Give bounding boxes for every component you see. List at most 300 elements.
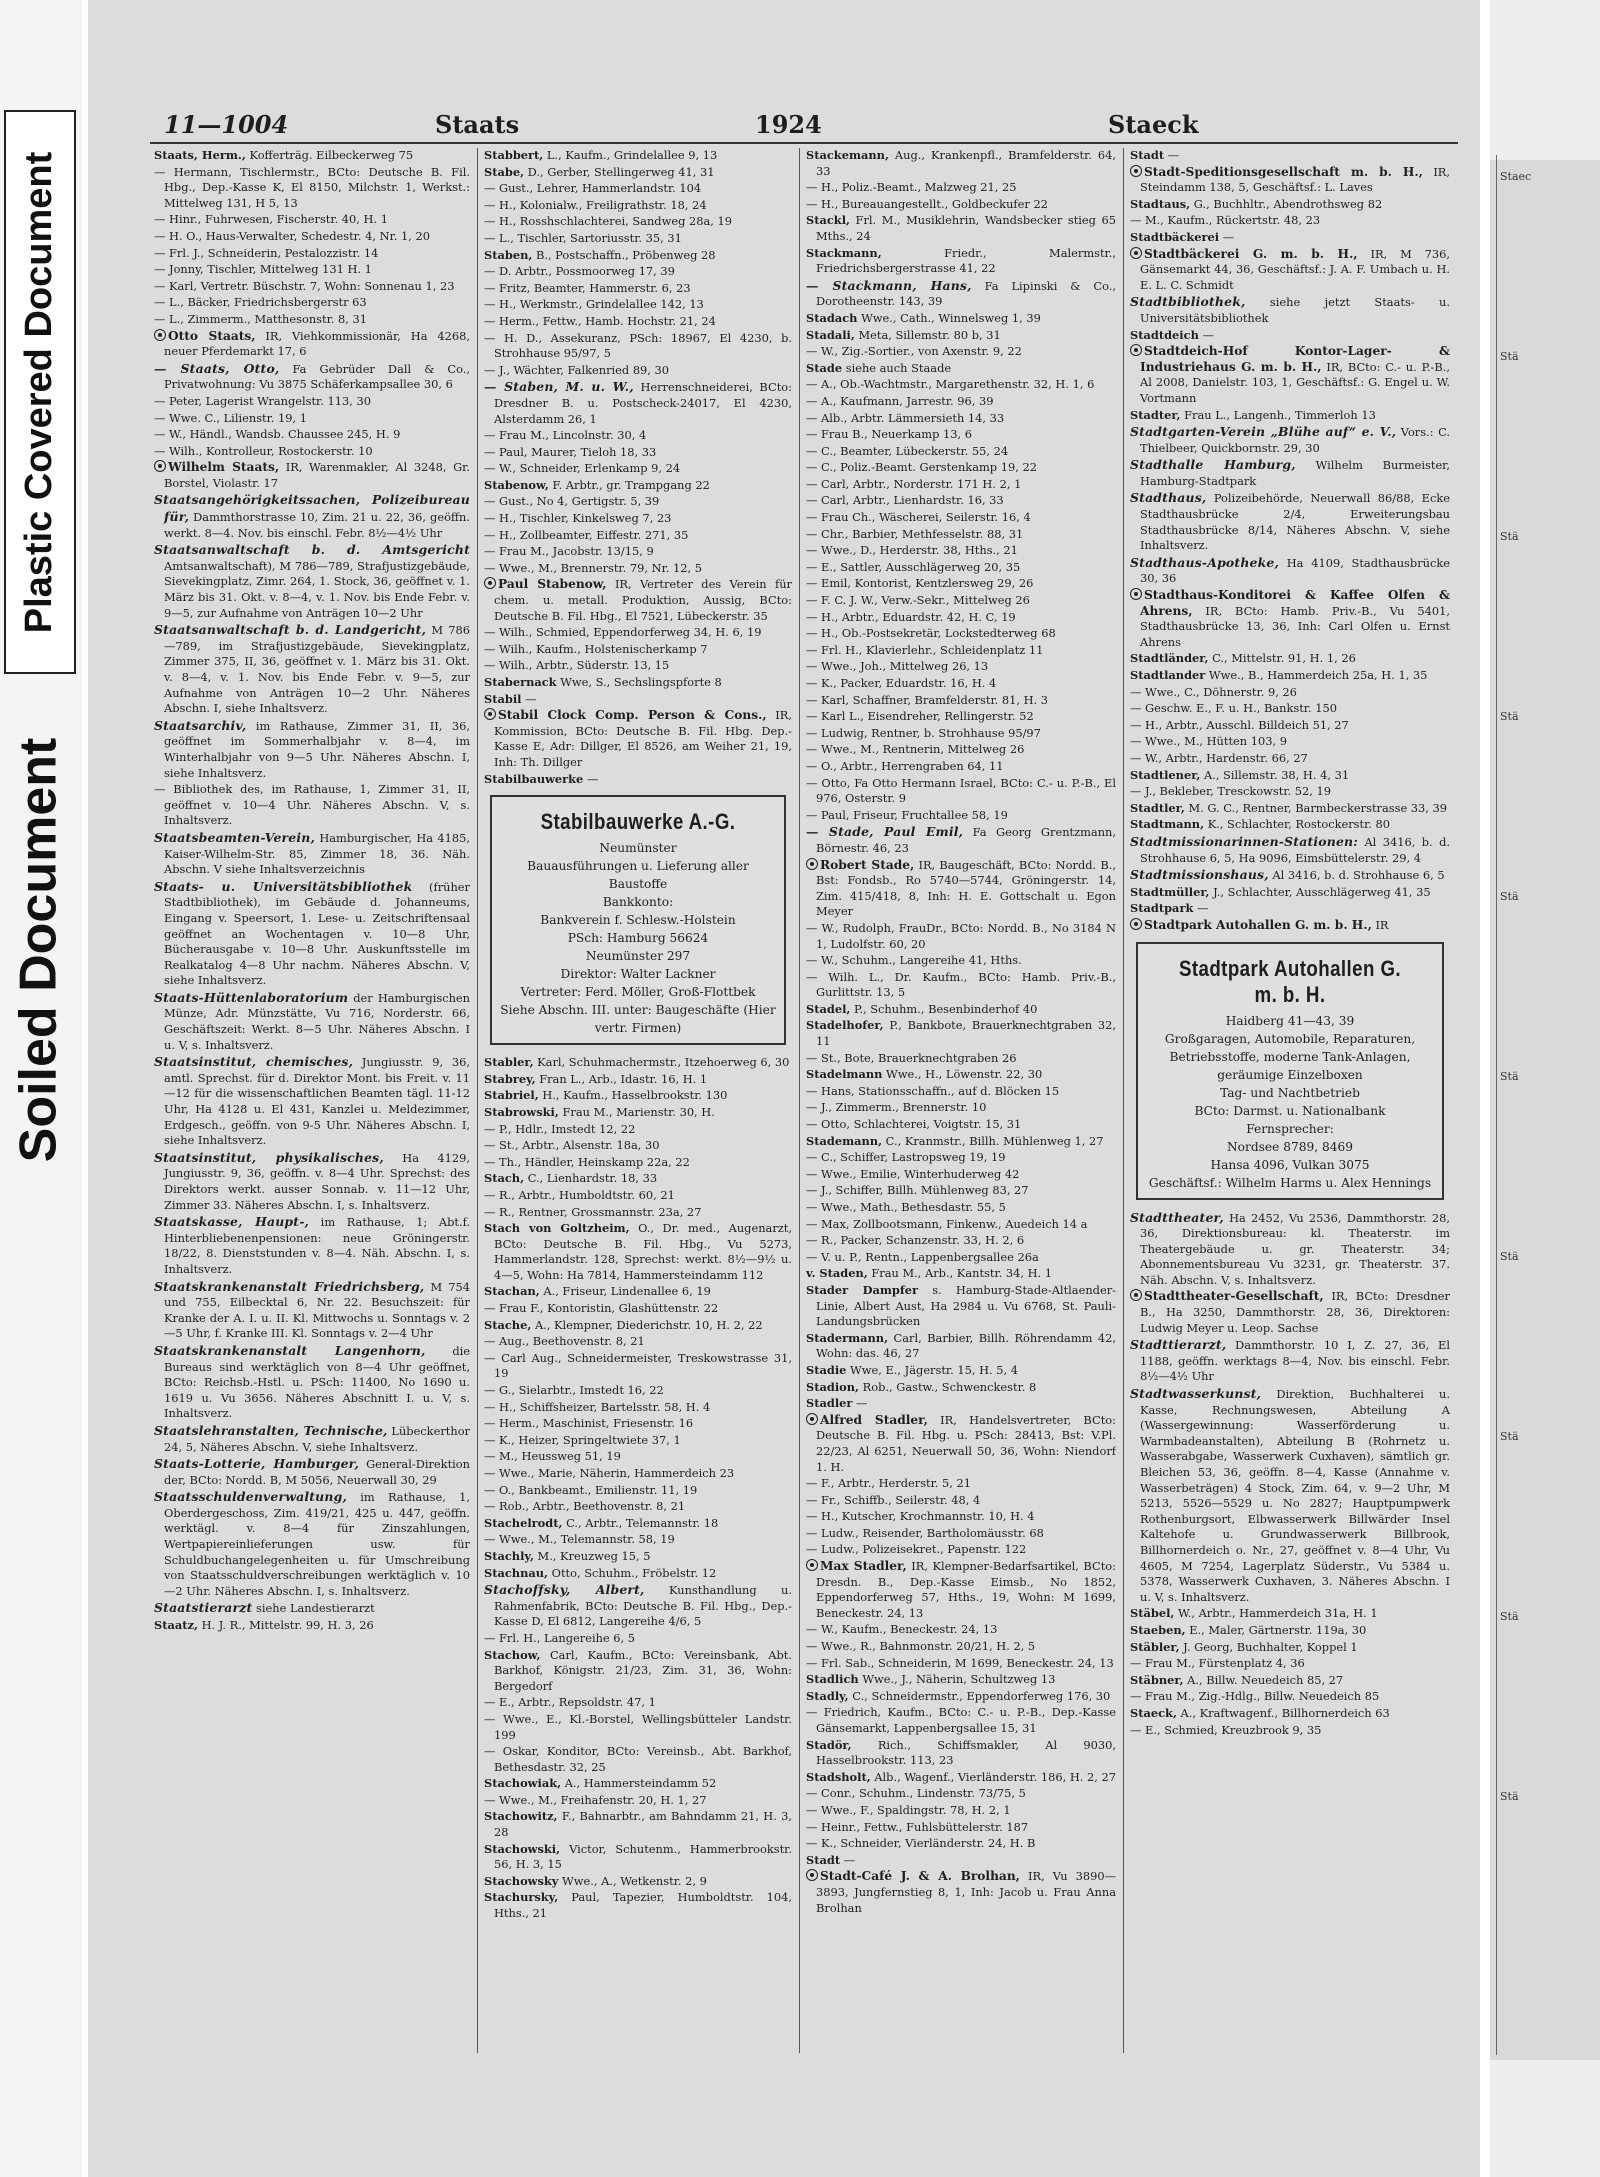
entry-text: — J., Bekleber, Tresckowstr. 52, 19 xyxy=(1130,784,1332,799)
directory-entry xyxy=(806,1622,1116,1638)
directory-entry xyxy=(1130,328,1450,344)
entry-text: C., Schneidermstr., Eppendorferweg 176, 30 xyxy=(852,1688,1111,1703)
directory-entry xyxy=(806,1738,1116,1769)
entry-text: — L., Bäcker, Friedrichsbergerstr 63 xyxy=(154,295,367,310)
directory-entry xyxy=(154,1423,470,1455)
directory-entry xyxy=(154,990,470,1053)
entry-name: Stadtmissionarinnen-Stationen: xyxy=(1130,833,1359,849)
directory-entry xyxy=(484,314,792,330)
directory-entry xyxy=(484,625,792,641)
entry-text: C., Lienhardstr. 18, 33 xyxy=(527,1171,658,1186)
entry-text: — Wwe., R., Bahnmonstr. 20/21, H. 2, 5 xyxy=(806,1639,1036,1654)
entry-name: Stadter, xyxy=(1130,407,1181,422)
column-4 xyxy=(1130,148,1450,2053)
directory-entry xyxy=(1130,1606,1450,1622)
directory-entry xyxy=(806,427,1116,443)
entry-text: IR, Warenmakler, Al 3248, Gr. Borstel, Violastr. 17 xyxy=(164,460,470,490)
entry-name: Stadthaus-Konditorei & Kaffee Olfen & Ahrens, xyxy=(1140,588,1450,618)
entry-name: Stach von Goltzheim, xyxy=(484,1221,630,1236)
directory-entry xyxy=(484,331,792,362)
entry-text: — W., Schneider, Erlenkamp 9, 24 xyxy=(484,461,681,476)
entry-text: — J., Zimmerm., Brennerstr. 10 xyxy=(806,1100,987,1115)
entry-text: IR, BCto: Dresdner B., Ha 3250, Dammthorstr. 28, 36, Direktoren: Ludwig Meyer u. Leop. Sachse xyxy=(1140,1289,1450,1335)
directory-entry xyxy=(806,1705,1116,1736)
directory-entry xyxy=(806,411,1116,427)
directory-entry xyxy=(154,879,470,989)
advertisement-line: Hansa 4096, Vulkan 3075 xyxy=(1210,1157,1370,1172)
directory-entry xyxy=(806,1672,1116,1688)
directory-entry xyxy=(806,593,1116,609)
entry-name: Robert Stade, xyxy=(820,857,915,872)
entry-name: Stade xyxy=(806,360,843,375)
entry-text: — H., Kutscher, Krochmannstr. 10, H. 4 xyxy=(806,1509,1035,1524)
next-page-fragment: Stä xyxy=(1500,350,1519,363)
entry-text: — E., Arbtr., Repsoldstr. 47, 1 xyxy=(484,1695,656,1710)
entry-text: — Wilh., Arbtr., Süderstr. 13, 15 xyxy=(484,658,670,673)
entry-text: — E., Sattler, Ausschlägerweg 20, 35 xyxy=(806,559,1021,574)
entry-text: — J., Schiffer, Billh. Mühlenweg 83, 27 xyxy=(806,1183,1029,1198)
next-page-edge xyxy=(1490,0,1600,2177)
directory-entry xyxy=(154,329,470,360)
entry-text: — F. C. J. W., Verw.-Sekr., Mittelweg 26 xyxy=(806,593,1030,608)
advertisement-line: Fernsprecher: xyxy=(1246,1121,1334,1136)
entry-text: M. G. C., Rentner, Barmbeckerstrasse 33, 39 xyxy=(1188,800,1448,815)
directory-entry xyxy=(1130,457,1450,489)
directory-entry xyxy=(484,1466,792,1482)
directory-entry xyxy=(484,1301,792,1317)
entry-text: — W., Kaufm., Beneckestr. 24, 13 xyxy=(806,1622,998,1637)
directory-entry xyxy=(154,1279,470,1342)
directory-entry xyxy=(806,610,1116,626)
entry-text: — Fr., Schiffb., Seilerstr. 48, 4 xyxy=(806,1492,981,1507)
entry-text: — Wwe., D., Herderstr. 38, Hths., 21 xyxy=(806,543,1018,558)
directory-entry xyxy=(484,214,792,230)
entry-text: E., Maler, Gärtnerstr. 119a, 30 xyxy=(1189,1622,1367,1637)
directory-entry xyxy=(484,1055,792,1071)
entry-text: — Wwe., M., Freihafenstr. 20, H. 1, 27 xyxy=(484,1792,707,1807)
entry-text: A., Friseur, Lindenallee 6, 19 xyxy=(543,1284,711,1299)
entry-name: Stadtwasserkunst, xyxy=(1130,1386,1262,1402)
entry-text: — Wwe., M., Brennerstr. 79, Nr. 12, 5 xyxy=(484,560,702,575)
directory-entry xyxy=(806,1803,1116,1819)
directory-entry xyxy=(806,626,1116,642)
entry-name: Stabilbauwerke xyxy=(484,771,584,786)
directory-entry xyxy=(1130,424,1450,456)
directory-entry xyxy=(806,527,1116,543)
directory-entry xyxy=(484,1874,792,1890)
directory-entry xyxy=(484,428,792,444)
directory-entry xyxy=(1130,1289,1450,1336)
entry-text: Al 3416, b. d. Strohhause 6, 5, Ha 9096, Eimsbüttelerstr. 29, 4 xyxy=(1140,834,1450,865)
directory-entry xyxy=(154,411,470,427)
entry-text: — Paul, Friseur, Fruchtallee 58, 19 xyxy=(806,807,1008,822)
directory-entry xyxy=(806,709,1116,725)
directory-entry xyxy=(806,824,1116,856)
entry-text: IR, BCto: C.- u. P.-B., Al 2008, Danielstr. 103, 1, Geschäftsf.: G. Engel u. W. Vortmann xyxy=(1140,359,1450,405)
directory-entry xyxy=(806,493,1116,509)
entry-text: — Frl. H., Langereihe 6, 5 xyxy=(484,1630,636,1645)
entry-text: — Rob., Arbtr., Beethovenstr. 8, 21 xyxy=(484,1499,686,1514)
entry-name: Stadelmann xyxy=(806,1067,883,1082)
directory-entry xyxy=(154,460,470,491)
entry-text: H., Kaufm., Hasselbrookstr. 130 xyxy=(542,1088,728,1103)
directory-entry xyxy=(806,311,1116,327)
directory-entry xyxy=(806,560,1116,576)
entry-text: Alb., Wagenf., Vierländerstr. 186, H. 2, 27 xyxy=(874,1769,1116,1784)
entry-text: Fa Lipinski & Co., Dorotheenstr. 143, 39 xyxy=(816,278,1116,309)
directory-columns xyxy=(150,148,1458,2053)
directory-entry xyxy=(806,1100,1116,1116)
directory-entry xyxy=(1130,1337,1450,1385)
entry-text: — H., Poliz.-Beamt., Malzweg 21, 25 xyxy=(806,180,1017,195)
entry-text: — Carl, Arbtr., Lienhardstr. 16, 33 xyxy=(806,493,1004,508)
entry-text: — A., Ob.-Wachtmstr., Margarethenstr. 32, H. 1, 6 xyxy=(806,377,1095,392)
directory-entry xyxy=(806,1380,1116,1396)
directory-entry xyxy=(154,718,470,781)
entry-text: — xyxy=(1196,901,1209,916)
directory-entry xyxy=(806,460,1116,476)
directory-entry xyxy=(1130,784,1450,800)
entry-name: Stachnau, xyxy=(484,1565,548,1580)
directory-entry xyxy=(806,808,1116,824)
entry-name: Stadt xyxy=(806,1852,841,1867)
entry-name: Stache, xyxy=(484,1317,532,1332)
entry-text: — K., Heizer, Springeltwiete 37, 1 xyxy=(484,1432,681,1447)
directory-entry xyxy=(484,1205,792,1221)
plastic-covered-text: Plastic Covered Document xyxy=(18,151,61,633)
directory-entry xyxy=(806,1250,1116,1266)
entry-text: — Wwe., Marie, Näherin, Hammerdeich 23 xyxy=(484,1466,735,1480)
entry-text: Fran L., Arb., Idastr. 16, H. 1 xyxy=(539,1071,708,1086)
entry-name: Staats, Herm., xyxy=(154,148,246,162)
entry-text: — Otto, Fa Otto Hermann Israel, BCto: C.- u. P.-B., El 976, Osterstr. 9 xyxy=(806,775,1116,806)
advertisement-line: Bauausführungen u. Lieferung aller Baustoffe xyxy=(527,859,749,892)
entry-text: — Wilh., Schmied, Eppendorferweg 34, H. 6, 19 xyxy=(484,625,762,640)
entry-name: Staeck, xyxy=(1130,1705,1177,1720)
directory-entry xyxy=(1130,718,1450,734)
firm-register-icon xyxy=(154,460,166,472)
entry-text: — Carl Aug., Schneidermeister, Treskowstrasse 31, 19 xyxy=(484,1350,792,1381)
entry-name: Staatz, xyxy=(154,1618,198,1633)
entry-name: Stadör, xyxy=(806,1737,852,1752)
directory-entry xyxy=(484,165,792,181)
directory-entry xyxy=(806,1117,1116,1133)
next-page-fragment: Stä xyxy=(1500,1790,1519,1803)
entry-name: Stabenow, xyxy=(484,477,549,492)
entry-text: P., Bankbote, Brauerknechtgraben 32, 11 xyxy=(816,1018,1116,1049)
directory-entry xyxy=(806,1820,1116,1836)
directory-entry xyxy=(1130,885,1450,901)
firm-register-icon xyxy=(806,1559,818,1571)
entry-name: Stadtlander xyxy=(1130,668,1206,682)
directory-entry xyxy=(484,1532,792,1548)
condition-label-strip xyxy=(0,0,82,2177)
entry-text: F., Bahnarbtr., am Bahndamm 21, H. 3, 28 xyxy=(494,1809,792,1840)
entry-text: Otto, Schuhm., Fröbelstr. 12 xyxy=(551,1565,717,1580)
next-page-paper xyxy=(1490,160,1600,2060)
entry-text: — H., Kolonialw., Freiligrathstr. 18, 24 xyxy=(484,197,707,212)
advertisement-line: Vertreter: Ferd. Möller, Groß-Flottbek xyxy=(520,985,756,1000)
header-keyword-right: Staeck xyxy=(1108,110,1199,139)
entry-name: Stadsholt, xyxy=(806,1769,871,1784)
entry-name: Stadtlener, xyxy=(1130,767,1201,782)
directory-entry xyxy=(154,427,470,443)
directory-entry xyxy=(806,1526,1116,1542)
advertisement-line: Direktor: Walter Lackner xyxy=(560,967,716,982)
entry-text: — Aug., Beethovenstr. 8, 21 xyxy=(484,1334,645,1349)
entry-text: — Wwe., Joh., Mittelweg 26, 13 xyxy=(806,659,989,674)
directory-entry xyxy=(1130,1723,1450,1739)
entry-name: Staatsbeamten-Verein, xyxy=(154,829,315,845)
directory-entry xyxy=(484,1809,792,1840)
directory-entry xyxy=(1130,918,1450,934)
directory-entry xyxy=(154,830,470,878)
entry-name: Paul Stabenow, xyxy=(498,577,607,592)
entry-text: — C., Schiffer, Lastropsweg 19, 19 xyxy=(806,1150,1006,1165)
directory-entry xyxy=(806,278,1116,310)
entry-text: im Rathause, 1, Oberdergeschoss, Zim. 419/21, 425 u. 447, geöffn. werktägl. v. 8—4 für Zinszahlungen, Wertpapiereinlieferungen usw. für Schuldbuchangelegenheiten u. für Umschreibung von Staatsschuldverschreibungen werktäglich v. 10—2 Uhr. Näheres Abschn. I, s. Inhaltsverz. xyxy=(164,1490,470,1598)
directory-entry xyxy=(806,576,1116,592)
directory-entry xyxy=(806,1266,1116,1282)
advertisement-line: Bankverein f. Schlesw.-Holstein xyxy=(540,913,736,928)
entry-text: — xyxy=(525,691,537,706)
entry-name: Stader Dampfer xyxy=(806,1282,919,1297)
entry-name: Stadtmann, xyxy=(1130,817,1205,832)
entry-name: Wilhelm Staats, xyxy=(168,460,280,475)
entry-text: Jungiusstr. 9, 36, amtl. Sprechst. für d. Direktor Mont. bis Freit. v. 11—12 für die wissenschaftlichen Beamten tägl. 11-12 Uhr, Ha 4128 u. El 431, Kanzlei u. Meldezimmer, Erdgesch., geöffn. von 9-5 Uhr. Näheres Abschn. I, siehe Inhaltsverz. xyxy=(164,1055,470,1148)
entry-name: Stadie xyxy=(806,1362,847,1377)
directory-entry xyxy=(806,1413,1116,1475)
column-3 xyxy=(806,148,1116,2053)
entry-text: — Herm., Maschinist, Friesenstr. 16 xyxy=(484,1416,694,1431)
entry-text: — Heinr., Fettw., Fuhlsbüttelerstr. 187 xyxy=(806,1819,1029,1834)
directory-entry xyxy=(484,1433,792,1449)
entry-text: Aug., Krankenpfl., Bramfelderstr. 64, 33 xyxy=(816,148,1116,178)
entry-text: — Frau F., Kontoristin, Glashüttenstr. 22 xyxy=(484,1301,719,1316)
directory-entry xyxy=(154,1054,470,1149)
entry-text: Wwe., Cath., Winnelsweg 1, 39 xyxy=(861,310,1041,325)
entry-text: — H., Rosshschlachterei, Sandweg 28a, 19 xyxy=(484,214,733,229)
directory-entry xyxy=(1130,768,1450,784)
directory-entry xyxy=(1130,685,1450,701)
directory-entry xyxy=(1130,247,1450,294)
next-page-fragment: Stä xyxy=(1500,1070,1519,1083)
directory-entry xyxy=(806,1853,1116,1869)
entry-text: — Frau B., Neuerkamp 13, 6 xyxy=(806,427,972,442)
directory-entry xyxy=(484,708,792,770)
entry-text: H. J. R., Mittelstr. 99, H. 3, 26 xyxy=(201,1618,374,1633)
entry-text: Carl, Kaufm., BCto: Vereinsbank, Abt. Barkhof, Königstr. 21/23, Zim. 31, 36, Wohn: Bergedorf xyxy=(494,1647,792,1693)
next-page-fragment: Stä xyxy=(1500,1430,1519,1443)
directory-entry xyxy=(806,676,1116,692)
directory-entry xyxy=(1130,588,1450,650)
firm-register-icon xyxy=(1130,247,1142,259)
directory-entry xyxy=(484,445,792,461)
directory-entry xyxy=(484,692,792,708)
directory-entry xyxy=(484,363,792,379)
directory-entry xyxy=(806,921,1116,952)
entry-text: C., Arbtr., Telemannstr. 18 xyxy=(566,1515,719,1530)
advertisement-title: Stadtpark Autohallen G. m. b. H. xyxy=(1178,955,1402,1007)
entry-name: — Staats, Otto, xyxy=(154,360,280,376)
directory-entry xyxy=(484,1793,792,1809)
entry-text: IR xyxy=(1375,917,1389,932)
directory-entry xyxy=(484,1695,792,1711)
directory-entry xyxy=(806,510,1116,526)
entry-text: Dammthorstrasse 10, Zim. 21 u. 22, 36, geöffn. werkt. 8—4. Nov. bis einschl. Febr. 8½—4½ Uhr xyxy=(164,510,470,540)
directory-entry xyxy=(484,148,792,164)
entry-name: Stadel, xyxy=(806,1001,851,1016)
entry-name: Stadion, xyxy=(806,1379,860,1394)
directory-entry xyxy=(484,1171,792,1187)
directory-entry xyxy=(154,1600,470,1617)
firm-register-icon xyxy=(1130,344,1142,356)
directory-entry xyxy=(484,248,792,264)
entry-text: — xyxy=(856,1396,868,1411)
entry-text: im Rathause, Zimmer 31, II, 36, geöffnet im Sommerhalbjahr v. 8—4, im Winterhalbjahr von 9—5 Uhr. Näheres Abschn. I, siehe Inhaltsverz. xyxy=(164,718,470,780)
directory-entry xyxy=(484,1776,792,1792)
entry-name: Stadtgarten-Verein „Blühe auf“ e. V., xyxy=(1130,424,1397,440)
entry-name: Staatsinstitut, chemisches, xyxy=(154,1054,354,1070)
entry-text: A., Hammersteindamm 52 xyxy=(564,1776,717,1791)
directory-entry xyxy=(484,1549,792,1565)
entry-text: — H. D., Assekuranz, PSch: 18967, El 4230, b. Strohhause 95/97, 5 xyxy=(484,330,792,361)
entry-text: — R., Packer, Schanzenstr. 33, H. 2, 6 xyxy=(806,1233,1025,1248)
entry-text: A., Klempner, Diederichstr. 10, H. 2, 22 xyxy=(534,1317,763,1332)
entry-text: — St., Bote, Brauerknechtgraben 26 xyxy=(806,1050,1017,1065)
entry-text: — xyxy=(1222,229,1235,244)
entry-text: Frau L., Langenh., Timmerloh 13 xyxy=(1184,407,1376,422)
entry-text: — Paul, Maurer, Tieloh 18, 33 xyxy=(484,444,657,459)
firm-register-icon xyxy=(1130,588,1142,600)
entry-text: — Bibliothek des, im Rathause, 1, Zimmer 31, II, geöffnet v. 10—4 Uhr. Näheres Abschn. V, s. Inhaltsverz. xyxy=(154,782,470,828)
advertisement-line: Großgaragen, Automobile, Reparaturen, Betriebsstoffe, moderne Tank-Anlagen, geräumige Einzelboxen xyxy=(1164,1031,1416,1082)
directory-entry xyxy=(484,1138,792,1154)
directory-entry xyxy=(484,1072,792,1088)
entry-text: — Frl. Sab., Schneiderin, M 1699, Beneckestr. 24, 13 xyxy=(806,1655,1114,1670)
directory-entry xyxy=(484,1648,792,1695)
page-number: 11—1004 xyxy=(164,110,289,139)
entry-text: — Oskar, Konditor, BCto: Vereinsb., Abt. Barkhof, Bethesdastr. 32, 25 xyxy=(484,1744,792,1774)
directory-entry xyxy=(1130,817,1450,833)
entry-text: — Frau M., Fürstenplatz 4, 36 xyxy=(1130,1656,1305,1671)
soiled-document-label xyxy=(4,690,72,1210)
entry-name: Stach, xyxy=(484,1171,525,1186)
entry-text: — Alb., Arbtr. Lämmersieth 14, 33 xyxy=(806,410,1005,425)
plastic-covered-label xyxy=(4,110,76,674)
directory-entry xyxy=(1130,197,1450,213)
entry-text: M 786—789, im Strafjustizgebäude, Sievekingplatz, Zimmer 375, II, 36, geöffnet v. 1. März bis 31. Okt. v. 8—4, v. 1. Nov. bis Ende Febr. v. 9—5, zur Aufnahme von Anträgen 10—2 Uhr. Näheres Abschn. I, siehe Inhaltsverz. xyxy=(164,623,470,716)
directory-entry xyxy=(1130,734,1450,750)
directory-entry xyxy=(484,297,792,313)
entry-name: Staben, xyxy=(484,247,533,262)
directory-entry xyxy=(484,1566,792,1582)
directory-entry xyxy=(1130,1640,1450,1656)
entry-text: — Chr., Barbier, Methfesselstr. 88, 31 xyxy=(806,526,1024,541)
entry-name: Staats-Lotterie, Hamburger, xyxy=(154,1456,359,1472)
directory-entry xyxy=(154,492,470,541)
entry-text: A., Billw. Neuedeich 85, 27 xyxy=(1187,1672,1344,1687)
directory-entry xyxy=(806,1476,1116,1492)
entry-text: — Wwe., M., Hütten 103, 9 xyxy=(1130,734,1287,749)
entry-text: — V. u. P., Rentn., Lappenbergsallee 26a xyxy=(806,1249,1039,1264)
entry-text: Wwe., H., Löwenstr. 22, 30 xyxy=(886,1067,1043,1082)
directory-entry xyxy=(806,742,1116,758)
directory-entry xyxy=(154,1489,470,1599)
entry-name: Stadt-Café J. & A. Brolhan, xyxy=(820,1869,1020,1884)
directory-entry xyxy=(806,1018,1116,1049)
directory-entry xyxy=(484,231,792,247)
entry-name: — Stade, Paul Emil, xyxy=(806,824,964,840)
entry-text: — Max, Zollbootsmann, Finkenw., Auedeich 14 a xyxy=(806,1216,1088,1231)
directory-entry xyxy=(484,1122,792,1138)
directory-entry xyxy=(806,1167,1116,1183)
directory-entry xyxy=(484,675,792,691)
entry-text: B., Postschaffn., Pröbenweg 28 xyxy=(535,247,716,262)
directory-entry xyxy=(154,1618,470,1634)
directory-entry xyxy=(484,1842,792,1873)
next-page-fragment: Stä xyxy=(1500,710,1519,723)
entry-name: Stadler xyxy=(806,1396,853,1411)
entry-text: Wwe, E., Jägerstr. 15, H. 5, 4 xyxy=(850,1362,1019,1377)
directory-entry xyxy=(484,1483,792,1499)
entry-name: Stachoffsky, Albert, xyxy=(484,1582,645,1598)
directory-entry xyxy=(1130,344,1450,406)
entry-text: — H., Schiffsheizer, Bartelsstr. 58, H. 4 xyxy=(484,1399,711,1414)
column-rule xyxy=(1123,148,1124,2053)
entry-text: Rich., Schiffsmakler, Al 9030, Hasselbrookstr. 113, 23 xyxy=(816,1737,1116,1768)
entry-name: Alfred Stadler, xyxy=(820,1412,928,1427)
entry-name: Stadthaus, xyxy=(1130,490,1207,506)
entry-text: Wwe., A., Wetkenstr. 2, 9 xyxy=(562,1873,707,1888)
entry-text: — K., Schneider, Vierländerstr. 24, H. B xyxy=(806,1836,1036,1851)
entry-text: — Carl, Arbtr., Norderstr. 171 H. 2, 1 xyxy=(806,476,1022,491)
entry-text: — K., Packer, Eduardstr. 16, H. 4 xyxy=(806,676,997,690)
entry-text: A., Sillemstr. 38, H. 4, 31 xyxy=(1203,767,1350,782)
directory-entry xyxy=(1130,834,1450,866)
entry-text: IR, Kommission, BCto: Deutsche B. Fil. Hbg. Dep.-Kasse E, Adr: Dillger, El 8526, am Weiher 21, 19, Inh: Th. Dillger xyxy=(494,708,792,769)
entry-name: Stäbel, xyxy=(1130,1606,1175,1621)
directory-entry xyxy=(806,1639,1116,1655)
entry-name: Stabbert, xyxy=(484,148,544,162)
entry-name: Stadtmüller, xyxy=(1130,884,1210,899)
advertisement-line: Bankkonto: xyxy=(602,895,674,910)
entry-text: IR, Vertreter des Verein für chem. u. metall. Produktion, Aussig, BCto: Deutsche B. Fil. Hbg., El 7521, Lübeckerstr. 35 xyxy=(494,577,792,623)
entry-name: Stachowiak, xyxy=(484,1776,562,1791)
entry-text: — xyxy=(843,1852,856,1867)
next-page-fragment: Stä xyxy=(1500,890,1519,903)
entry-text: Wilhelm Burmeister, Hamburg-Stadtpark xyxy=(1140,458,1450,488)
entry-name: Stadtbäckerei G. m. b. H., xyxy=(1144,246,1358,261)
entry-text: — L., Zimmerm., Matthesonstr. 8, 31 xyxy=(154,311,368,326)
directory-entry xyxy=(1130,901,1450,917)
entry-text: G., Buchhltr., Abendrothsweg 82 xyxy=(1193,196,1383,211)
entry-name: Stachow, xyxy=(484,1647,541,1662)
directory-entry xyxy=(484,1582,792,1630)
directory-entry xyxy=(154,148,470,164)
column-2 xyxy=(484,148,792,2053)
entry-text: IR, Vu 3890—3893, Jungfernstieg 8, 1, Inh: Jacob u. Frau Anna Brolhan xyxy=(816,1869,1116,1915)
firm-register-icon xyxy=(484,577,496,589)
entry-name: Staatskasse, Haupt-, xyxy=(154,1214,310,1230)
directory-entry xyxy=(484,1155,792,1171)
directory-entry xyxy=(154,165,470,212)
entry-text: siehe Landestierarzt xyxy=(256,1601,375,1616)
firm-register-icon xyxy=(484,708,496,720)
next-page-fragment: Staec xyxy=(1500,170,1532,183)
directory-entry xyxy=(1130,651,1450,667)
directory-entry xyxy=(1130,1623,1450,1639)
